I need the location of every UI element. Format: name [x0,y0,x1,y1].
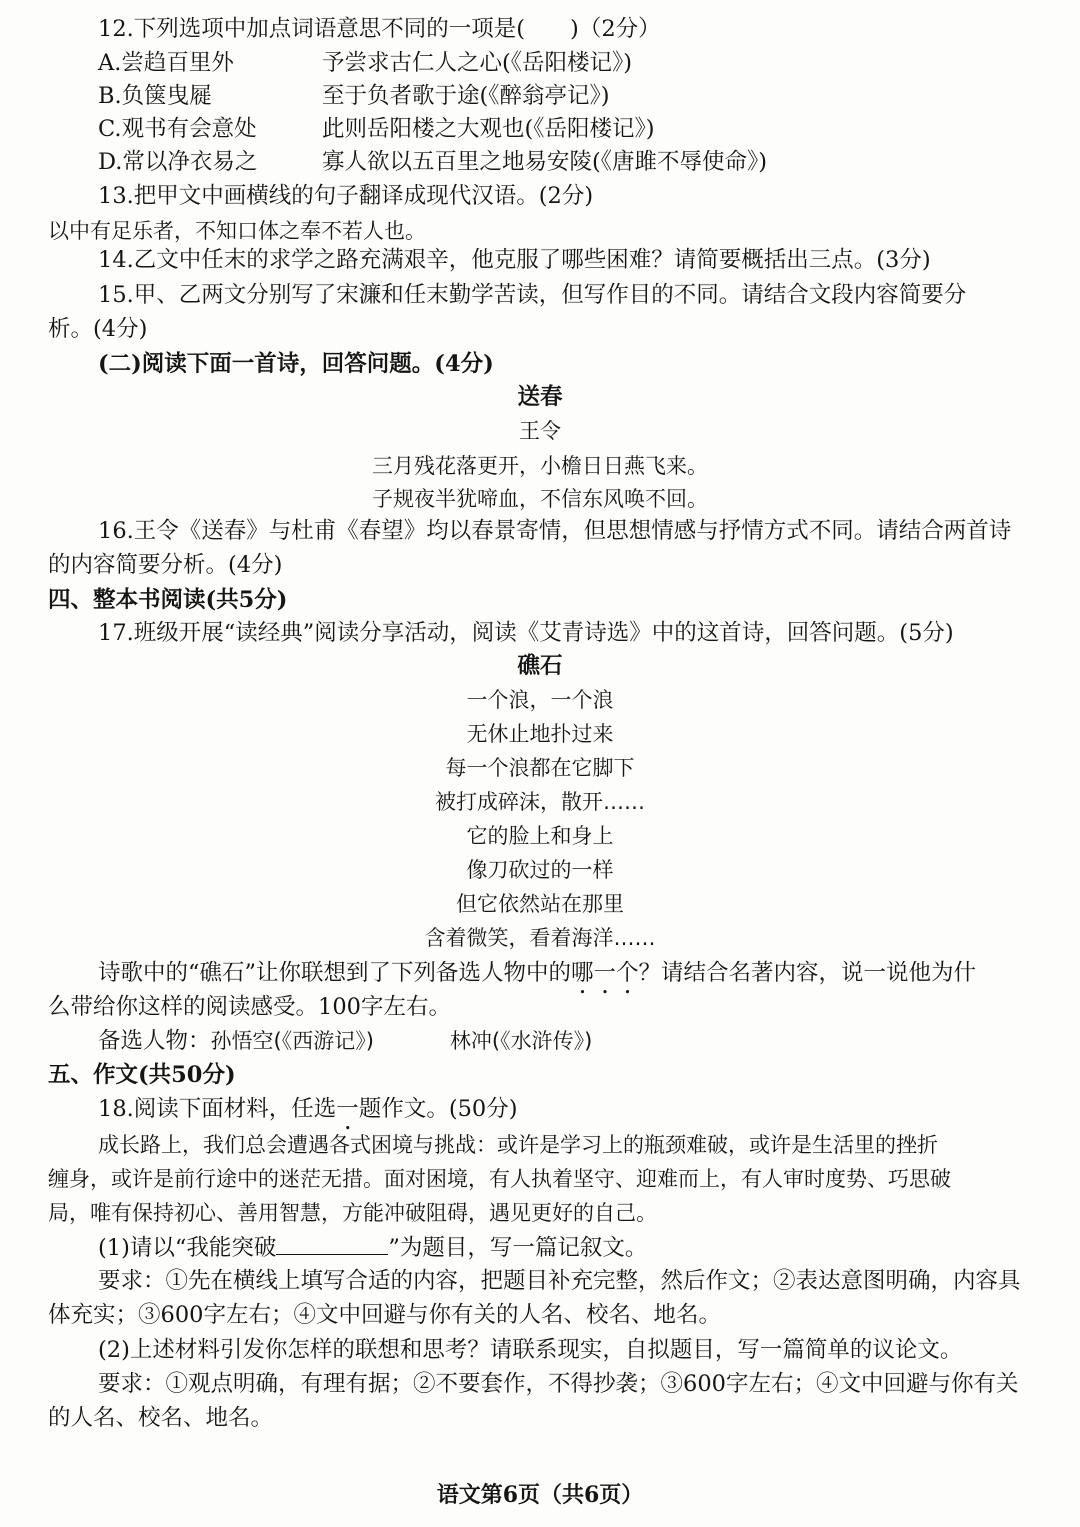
poem2-line-6: 像刀砍过的一样 [466,858,614,882]
question-13-sentence: 以中有足乐者，不知口体之奉不若人也。 [48,219,426,243]
poem-line-2: 子规夜半犹啼血，不信东风唤不回。 [372,487,708,511]
question-17-prompt-line2: 么带给你这样的阅读感受。100字左右。 [48,994,451,1020]
poem-author: 王令 [519,419,561,443]
question-12-stem: 12.下列选项中加点词语意思不同的一项是( )（2分） [98,16,661,42]
question-17-prompt-line1: 诗歌中的“礁石”让你联想到了下列备选人物中的哪一个？请结合名著内容，说一说他为什 [98,960,977,986]
poem2-title: 礁石 [517,653,563,679]
page-footer: 语文第6页（共6页） [436,1482,644,1508]
question-17-stem: 17.班级开展“读经典”阅读分享活动，阅读《艾青诗选》中的这首诗，回答问题。(5分) [98,620,954,646]
q12-option-c: C.观书有会意处 此则岳阳楼之大观也(《岳阳楼记》) [98,116,655,142]
poem-line-1: 三月残花落更开，小檐日日燕飞来。 [372,454,708,478]
prompt-1-title: (1)请以“我能突破 ”为题目，写一篇记叙文。 [98,1232,1038,1263]
title-blank-line [276,1232,388,1255]
poem2-line-2: 无休止地扑过来 [466,722,614,746]
q12-option-d: D.常以净衣易之 寡人欲以五百里之地易安陵(《唐雎不辱使命》) [98,149,768,175]
question-16-stem-line2: 的内容简要分析。(4分) [48,552,283,578]
poem2-line-3: 每一个浪都在它脚下 [445,756,635,780]
material-line-1: 成长路上，我们总会遭遇各式困境与挑战：或许是学习上的瓶颈难破，或许是生活里的挫折 [98,1133,938,1157]
question-18-stem: 18.阅读下面材料，任选一题作文。(50分) [98,1096,518,1122]
poem2-line-8: 含着微笑，看着海洋…… [424,926,656,950]
question-14-stem: 14.乙文中任末的求学之路充满艰辛，他克服了哪些困难？请简要概括出三点。(3分) [98,247,931,273]
prompt-2-req-line1: 要求：①观点明确，有理有据；②不要套作，不得抄袭；③600字左右；④文中回避与你有关 [98,1371,1019,1397]
section-four-heading: 四、整本书阅读(共5分) [48,587,288,613]
poem2-line-5: 它的脸上和身上 [466,824,614,848]
poem2-line-1: 一个浪，一个浪 [466,688,614,712]
prompt-2: (2)上述材料引发你怎样的联想和思考？请联系现实，自拟题目，写一篇简单的议论文。 [98,1337,963,1363]
question-16-stem-line1: 16.王令《送春》与杜甫《春望》均以春景寄情，但思想情感与抒情方式不同。请结合两首诗 [98,518,1012,544]
prompt-1-req-line1: 要求：①先在横线上填写合适的内容，把题目补充完整，然后作文；②表达意图明确，内容具 [98,1268,1021,1294]
prompt-1-req-line2: 体充实；③600字左右；④文中回避与你有关的人名、校名、地名。 [48,1302,721,1328]
question-17-candidates: 备选人物：孙悟空(《西游记》) 林冲(《水浒传》) [98,1028,593,1054]
question-15-stem-line1: 15.甲、乙两文分别写了宋濂和任末勤学苦读，但写作目的不同。请结合文段内容简要分 [98,282,967,308]
material-line-2: 缠身，或许是前行途中的迷茫无措。面对困境，有人执着坚守、迎难而上，有人审时度势、巧思破 [48,1167,951,1191]
q12-option-a: A.尝趋百里外 予尝求古仁人之心(《岳阳楼记》) [98,50,633,76]
question-13-stem: 13.把甲文中画横线的句子翻译成现代汉语。(2分) [98,183,594,209]
q12-option-b: B.负箧曳屣 至于负者歌于途(《醉翁亭记》) [98,83,610,109]
poem-title: 送春 [517,384,563,410]
section-five-heading: 五、作文(共50分) [48,1062,236,1088]
poem2-line-7: 但它依然站在那里 [456,892,624,916]
section-poem-heading: (二)阅读下面一首诗，回答问题。(4分) [98,351,494,377]
question-15-stem-line2: 析。(4分) [48,316,148,342]
poem2-line-4: 被打成碎沫，散开…… [435,790,645,814]
prompt-2-req-line2: 的人名、校名、地名。 [48,1405,274,1431]
material-line-3: 局，唯有保持初心、善用智慧，方能冲破阻碍，遇见更好的自己。 [48,1201,657,1225]
